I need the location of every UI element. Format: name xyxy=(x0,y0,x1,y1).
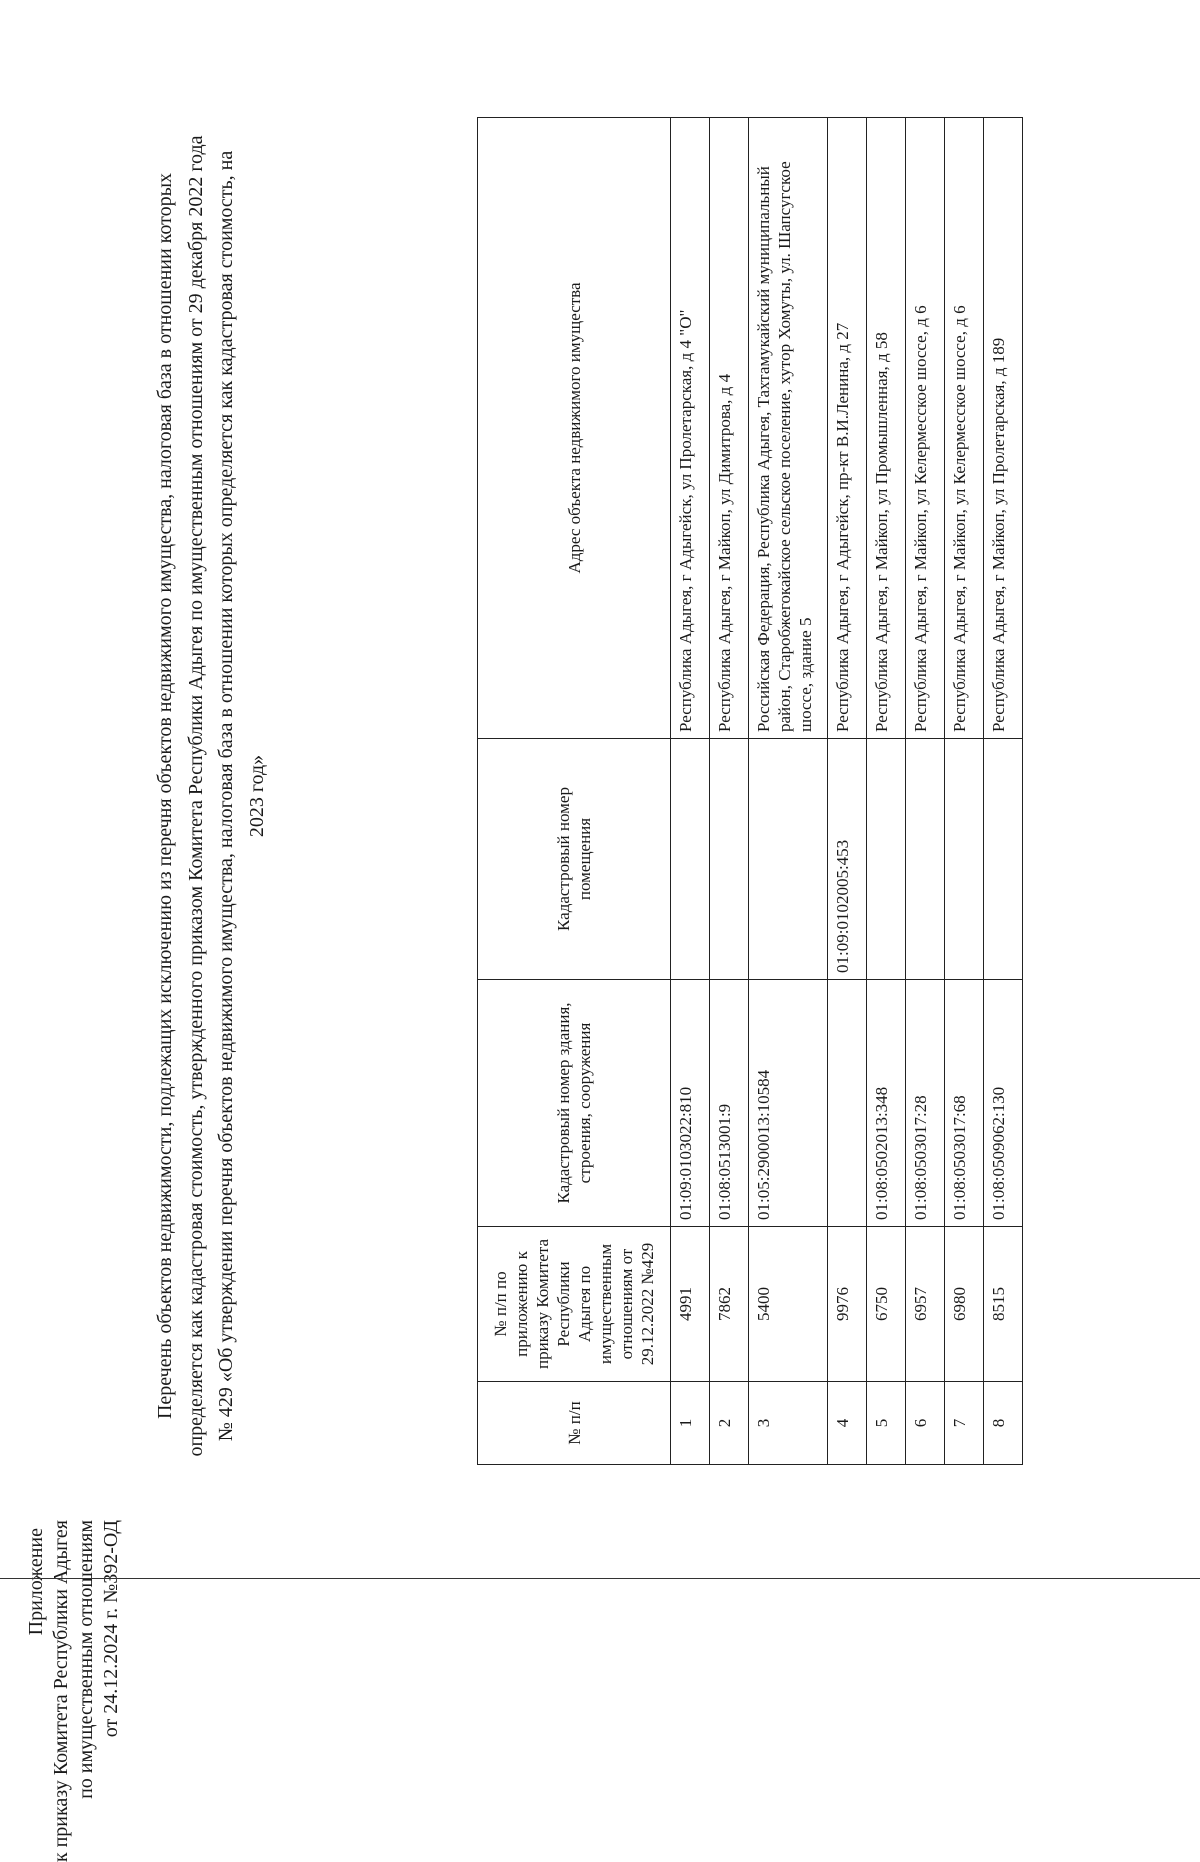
appendix-line: по имущественным отношениям xyxy=(75,1520,97,1799)
cell-ref: 6957 xyxy=(906,1227,945,1382)
cell-num: 6 xyxy=(906,1382,945,1465)
table-row xyxy=(671,118,710,1465)
table-row xyxy=(828,118,867,1465)
cell-address: Республика Адыгея, г Майкоп, ул Пролетарская, д 189 xyxy=(984,118,1023,739)
objects-table xyxy=(477,117,1023,1465)
table-row xyxy=(906,118,945,1465)
cell-room-cadastral xyxy=(906,739,945,980)
cell-room-cadastral xyxy=(710,739,749,980)
cell-address: Республика Адыгея, г Майкоп, ул Димитрова, д 4 xyxy=(710,118,749,739)
cell-num: 7 xyxy=(945,1382,984,1465)
table-header-row xyxy=(478,118,671,1465)
table-row xyxy=(867,118,906,1465)
document-title: Перечень объектов недвижимости, подлежащих исключению из перечня объектов недвижимого имущества, налоговая база в отношении которых определяется как кадастровая стоимость, утвержденного приказом Комитета Республики Адыгея по имущественным отношениям от 29 декабря 2022 года № 429 «Об утверждении перечня объектов недвижимого имущества, налоговая база в отношении которых определяется как кадастровая стоимость, на 2023 год» xyxy=(154,135,268,1457)
cell-building-cadastral: 01:08:0503017:68 xyxy=(945,980,984,1227)
objects-table-wrapper xyxy=(477,117,1023,1465)
cell-room-cadastral xyxy=(984,739,1023,980)
cell-room-cadastral xyxy=(867,739,906,980)
cell-ref: 6980 xyxy=(945,1227,984,1382)
cell-address: Республика Адыгея, г Майкоп, ул Келермесское шоссе, д 6 xyxy=(945,118,984,739)
cell-num: 3 xyxy=(749,1382,828,1465)
cell-building-cadastral: 01:08:0503017:28 xyxy=(906,980,945,1227)
header-building-cadastral: Кадастровый номер здания, строения, сооружения xyxy=(478,980,671,1227)
cell-address: Республика Адыгея, г Майкоп, ул Промышленная, д 58 xyxy=(867,118,906,739)
header-ref: № п/п по приложению к приказу Комитета Республики Адыгея по имущественным отношениям от 29.12.2022 №429 xyxy=(478,1227,671,1382)
cell-num: 1 xyxy=(671,1382,710,1465)
table-row xyxy=(710,118,749,1465)
cell-ref: 7862 xyxy=(710,1227,749,1382)
appendix-date: от 24.12.2024 г. №392-ОД xyxy=(100,1520,122,1738)
appendix-label: Приложение xyxy=(25,1528,47,1636)
cell-building-cadastral: 01:08:0502013:348 xyxy=(867,980,906,1227)
appendix-line: к приказу Комитета Республики Адыгея xyxy=(50,1520,72,1862)
cell-address: Российская Федерация, Республика Адыгея, Тахтамукайский муниципальный район, Старобжегокайское сельское поселение, хутор Хомуты, ул. Шапсугское шоссе, здание 5 xyxy=(749,118,828,739)
cell-room-cadastral xyxy=(749,739,828,980)
cell-room-cadastral xyxy=(671,739,710,980)
table-body xyxy=(671,118,1023,1465)
cell-building-cadastral: 01:09:0103022:810 xyxy=(671,980,710,1227)
header-address: Адрес объекта недвижимого имущества xyxy=(478,118,671,739)
cell-num: 8 xyxy=(984,1382,1023,1465)
cell-building-cadastral xyxy=(828,980,867,1227)
table-row xyxy=(749,118,828,1465)
cell-num: 2 xyxy=(710,1382,749,1465)
cell-num: 5 xyxy=(867,1382,906,1465)
table-row xyxy=(945,118,984,1465)
header-num: № п/п xyxy=(478,1382,671,1465)
cell-num: 4 xyxy=(828,1382,867,1465)
cell-ref: 4991 xyxy=(671,1227,710,1382)
cell-building-cadastral: 01:05:2900013:10584 xyxy=(749,980,828,1227)
appendix-header xyxy=(24,1520,124,1862)
header-room-cadastral: Кадастровый номер помещения xyxy=(478,739,671,980)
cell-ref: 5400 xyxy=(749,1227,828,1382)
cell-address: Республика Адыгея, г Майкоп, ул Келермесское шоссе, д 6 xyxy=(906,118,945,739)
cell-address: Республика Адыгея, г Адыгейск, ул Пролетарская, д 4 "О" xyxy=(671,118,710,739)
cell-building-cadastral: 01:08:0509062:130 xyxy=(984,980,1023,1227)
cell-ref: 6750 xyxy=(867,1227,906,1382)
cell-ref: 8515 xyxy=(984,1227,1023,1382)
cell-room-cadastral: 01:09:0102005:453 xyxy=(828,739,867,980)
cell-building-cadastral: 01:08:0513001:9 xyxy=(710,980,749,1227)
cell-ref: 9976 xyxy=(828,1227,867,1382)
cell-address: Республика Адыгея, г Адыгейск, пр-кт В.И.Ленина, д 27 xyxy=(828,118,867,739)
cell-room-cadastral xyxy=(945,739,984,980)
table-row xyxy=(984,118,1023,1465)
page-bottom-rule xyxy=(0,1578,1200,1579)
